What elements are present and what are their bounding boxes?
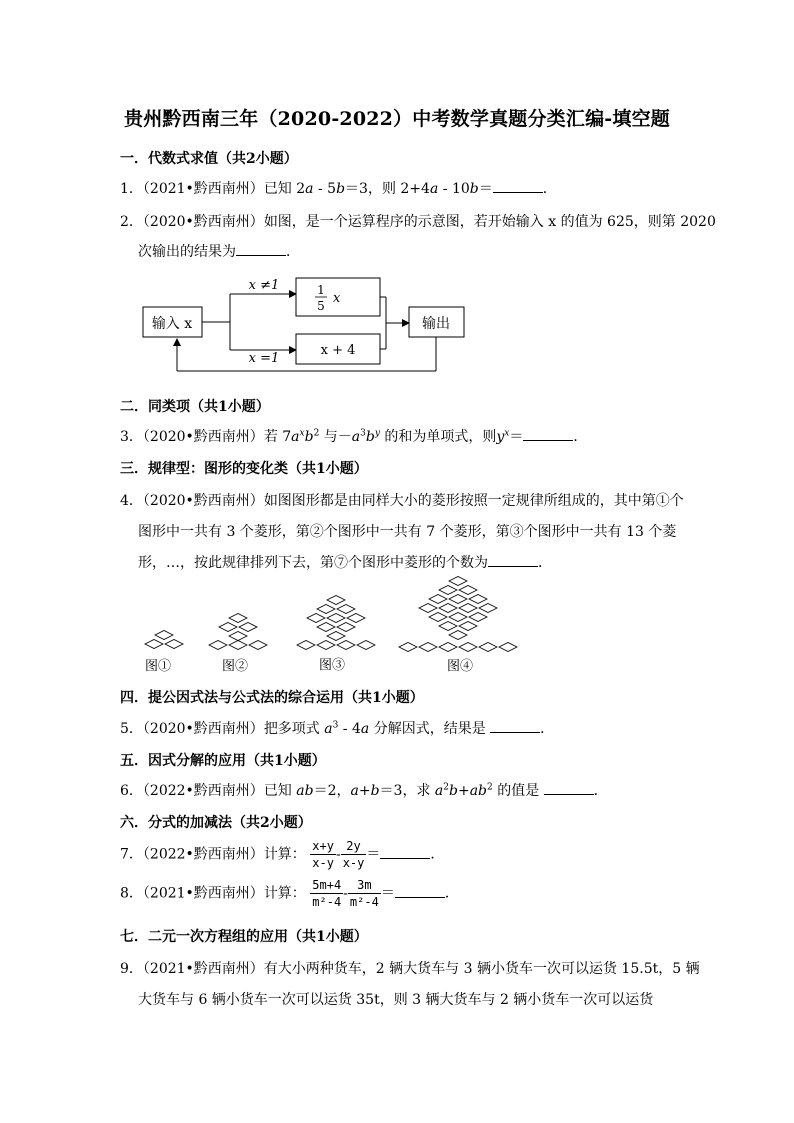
- section-heading-7: 七．二元一次方程组的应用（共1小题）: [120, 929, 368, 945]
- rhombus-shape: [399, 643, 417, 652]
- fraction-numerator: 1: [317, 283, 325, 297]
- rhombus-shape: [459, 643, 477, 652]
- rhombus-shape: [429, 613, 447, 622]
- rhombus-shape: [419, 604, 437, 613]
- question-2: 2．（2020•黔西南州）如图，是一个运算程序的示意图，若开始输入 x 的值为 625，则第 2020: [120, 214, 716, 230]
- rhombus-shape: [165, 640, 183, 649]
- figure-label-1: 图①: [144, 659, 172, 674]
- question-6: 6．（2022•黔西南州）已知 ab＝2，a+b＝3，求 $a^2b+ab^2$ 的值是 ．: [120, 782, 608, 799]
- rhombus-shape: [209, 641, 227, 650]
- add-label: x + 4: [320, 343, 356, 358]
- answer-blank[interactable]: [488, 554, 538, 567]
- question-9-cont: 大货车与 6 辆小货车一次可以运货 35t，则 3 辆大货车与 2 辆小货车一次可以运货: [138, 992, 654, 1008]
- rhombus-shape: [297, 641, 315, 650]
- rhombus-shape: [499, 643, 517, 652]
- figure-label-4: 图④: [446, 659, 474, 674]
- fraction-variable: x: [333, 291, 341, 306]
- answer-blank[interactable]: [380, 846, 430, 859]
- question-1: 1．（2021•黔西南州）已知 2a - 5b＝3，则 2+4a - 10b＝ ．: [120, 181, 557, 197]
- answer-blank[interactable]: [490, 720, 540, 733]
- rhombus-shape: [469, 595, 487, 604]
- rhombus-shape: [337, 641, 355, 650]
- answer-blank[interactable]: [523, 428, 573, 441]
- rhombus-shape: [337, 605, 355, 614]
- rhombus-shape: [317, 605, 335, 614]
- rhombus-shape: [155, 631, 173, 640]
- question-3: 3．（2020•黔西南州）若 $7a^xb^2$ 与$-a^3b^y$ 的和为单项式，则$y^x=$ ．: [120, 428, 588, 445]
- question-9: 9．（2021•黔西南州）有大小两种货车，2 辆大货车与 3 辆小货车一次可以运货 15.5t，5 辆: [120, 961, 700, 977]
- rhombus-shape: [307, 614, 325, 623]
- fraction-2: $\frac{3m}{\text{m²-4}}$: [349, 878, 379, 909]
- section-heading-1: 一．代数式求值（共2小题）: [120, 151, 298, 167]
- rhombus-shape: [449, 577, 467, 586]
- question-4-cont1: 图形中一共有 3 个菱形，第②个图形中一共有 7 个菱形，第③个图形中一共有 13 个菱: [138, 524, 677, 540]
- condition-top: x ≠1: [248, 278, 280, 293]
- fraction-1: $\frac{x+y}{x-y}$: [312, 839, 334, 870]
- rhombus-shape: [439, 586, 457, 595]
- rhombus-shape: [449, 613, 467, 622]
- rhombus-shape: [229, 614, 247, 623]
- rhombus-shape: [317, 641, 335, 650]
- rhombus-shape: [357, 641, 375, 650]
- rhombus-shape: [419, 643, 437, 652]
- rhombus-shape: [327, 614, 345, 623]
- section-heading-3: 三．规律型：图形的变化类（共1小题）: [120, 461, 368, 477]
- question-8: 8．（2021•黔西南州）计算： $\frac{5m+4}{\text{m²-4}}$ - $\frac{3m}{\text{m²-4}}$ ＝ ．: [120, 878, 459, 909]
- page-title: 贵州黔西南三年（2020-2022）中考数学真题分类汇编-填空题: [124, 108, 670, 130]
- figure-label-2: 图②: [221, 659, 249, 674]
- rhombus-shape: [249, 641, 267, 650]
- rhombus-shape: [439, 604, 457, 613]
- input-label: 输入 x: [151, 316, 193, 332]
- rhombus-shape: [449, 595, 467, 604]
- rhombus-shape: [317, 623, 335, 632]
- rhombus-pattern-figure: [140, 572, 530, 677]
- output-label: 输出: [422, 316, 450, 332]
- section-heading-6: 六．分式的加减法（共2小题）: [120, 815, 312, 831]
- rhombus-shape: [439, 643, 457, 652]
- figure-label-3: 图③: [318, 658, 346, 673]
- section-heading-5: 五．因式分解的应用（共1小题）: [120, 753, 326, 769]
- rhombus-shape: [229, 632, 247, 641]
- rhombus-shape: [145, 640, 163, 649]
- rhombus-shape: [229, 641, 247, 650]
- rhombus-shape: [327, 632, 345, 641]
- rhombus-shape: [337, 623, 355, 632]
- rhombus-shape: [459, 604, 477, 613]
- fraction-2: $\frac{2y}{x-y}$: [342, 839, 365, 870]
- answer-blank[interactable]: [544, 782, 594, 795]
- rhombus-shape: [429, 595, 447, 604]
- rhombus-shape: [479, 604, 497, 613]
- rhombus-shape: [327, 596, 345, 605]
- rhombus-shape: [239, 623, 257, 632]
- answer-blank[interactable]: [395, 885, 445, 898]
- section-heading-4: 四．提公因式法与公式法的综合运用（共1小题）: [120, 690, 424, 706]
- question-5: 5．（2020•黔西南州）把多项式 $a^3 - 4a$ 分解因式，结果是 ．: [120, 720, 555, 737]
- rhombus-shape: [469, 613, 487, 622]
- question-4: 4．（2020•黔西南州）如图图形都是由同样大小的菱形按照一定规律所组成的，其中第①个: [120, 493, 684, 509]
- question-2-cont: 次输出的结果为 ．: [138, 244, 300, 260]
- rhombus-shape: [449, 631, 467, 640]
- answer-blank[interactable]: [493, 180, 543, 193]
- rhombus-shape: [439, 622, 457, 631]
- flowchart-diagram: [130, 270, 480, 380]
- fraction-1: $\frac{5m+4}{\text{m²-4}}$: [312, 878, 342, 909]
- question-7: 7．（2022•黔西南州）计算： $\frac{x+y}{x-y}$ - $\frac{2y}{x-y}$ ＝ ．: [120, 839, 445, 870]
- rhombus-shape: [459, 586, 477, 595]
- section-heading-2: 二．同类项（共1小题）: [120, 399, 270, 415]
- condition-bottom: x =1: [248, 351, 280, 366]
- rhombus-shape: [347, 614, 365, 623]
- rhombus-shape: [459, 622, 477, 631]
- fraction-denominator: 5: [317, 299, 325, 313]
- answer-blank[interactable]: [236, 243, 286, 256]
- rhombus-shape: [219, 623, 237, 632]
- question-4-cont2: 形，…，按此规律排列下去，第⑦个图形中菱形的个数为 ．: [138, 555, 552, 571]
- rhombus-shape: [479, 643, 497, 652]
